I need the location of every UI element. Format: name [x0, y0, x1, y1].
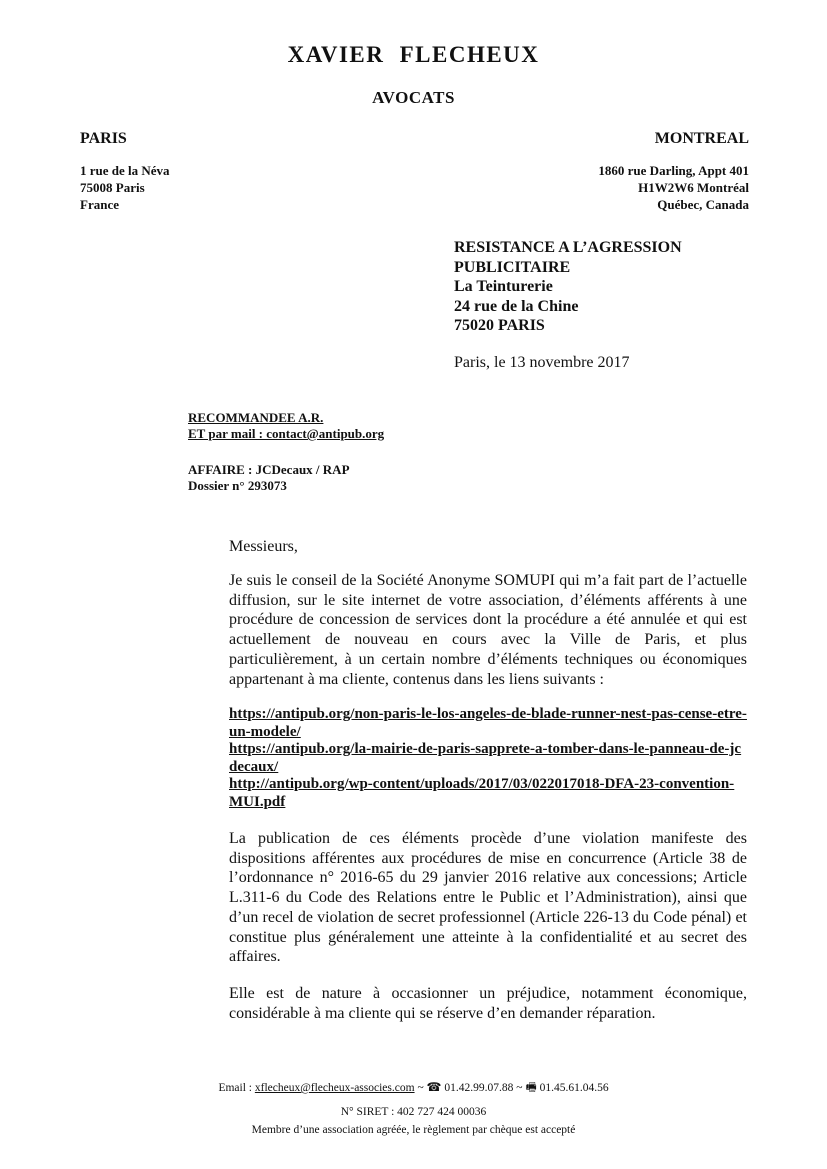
link-2[interactable]: https://antipub.org/la-mairie-de-paris-sapprete-a-tomber-dans-le-panneau-de-jcdecaux/ [229, 741, 742, 775]
recipient-block [454, 238, 682, 336]
separator: ~ [516, 1082, 523, 1094]
footer-siret: N° SIRET : 402 727 424 00036 [340, 1106, 487, 1118]
right-address-line: 1860 rue Darling, Appt 401 [598, 163, 749, 178]
left-address-line: 75008 Paris [80, 180, 145, 195]
footer-contact [0, 1078, 827, 1099]
recipient-line: 75020 PARIS [454, 317, 545, 334]
fax-icon: 🖷 [525, 1080, 537, 1094]
affaire-line: AFFAIRE : JCDecaux / RAP [188, 462, 350, 477]
left-address-line: 1 rue de la Néva [80, 163, 170, 178]
case-reference [188, 462, 350, 494]
left-office-city: PARIS [80, 130, 127, 147]
salutation: Messieurs, [229, 538, 298, 555]
paragraph-2: La publication de ces éléments procède d’une violation manifeste des dispositions afférentes aux procédures de mise en concurrence (Article 38 de l’ordonnance n° 2016-65 du 29 janvier 2016 relative aux concessions; Article L.311-6 du Code des Relations entre le Public et l’Administration), ainsi que d’un recel de violation de secret professionnel (Article 226-13 du Code pénal) et constitue plus généralement une atteinte à la confidentialité et au secret des affaires. [229, 830, 747, 966]
delivery-method [188, 410, 384, 442]
footer-association-note: Membre d’une association agréée, le règlement par chèque est accepté [251, 1124, 576, 1136]
left-address-line: France [80, 197, 119, 212]
delivery-line-email[interactable]: ET par mail : contact@antipub.org [188, 426, 385, 441]
right-office-city: MONTREAL [654, 130, 749, 147]
firm-name: XAVIER FLECHEUX [287, 42, 540, 67]
right-address-line: Québec, Canada [657, 197, 749, 212]
links-list [229, 706, 747, 811]
letter-date: Paris, le 13 novembre 2017 [454, 354, 630, 371]
paragraph-1: Je suis le conseil de la Société Anonyme SOMUPI qui m’a fait part de l’actuelle diffusion, sur le site internet de votre association, d’éléments afférents à une procédure de concession de services dont la procédure a été annulée et qui est actuellement de nouveau en cours avec la Ville de Paris, et plus particulièrement, à un certain nombre d’éléments techniques ou économiques appartenant à ma cliente, contenus dans les liens suivants : [229, 572, 747, 688]
recipient-line: RESISTANCE A L’AGRESSION [454, 239, 682, 256]
footer-fax: 01.45.61.04.56 [539, 1082, 609, 1094]
recipient-line: 24 rue de la Chine [454, 297, 579, 315]
separator: ~ [417, 1082, 424, 1094]
right-address-line: H1W2W6 Montréal [638, 180, 749, 195]
recipient-line: PUBLICITAIRE [454, 258, 571, 276]
delivery-line: RECOMMANDEE A.R. [188, 410, 324, 425]
phone-icon: ☎ [426, 1080, 442, 1094]
left-office-address [80, 162, 170, 213]
footer-phone: 01.42.99.07.88 [444, 1082, 514, 1094]
dossier-line: Dossier n° 293073 [188, 478, 287, 493]
firm-subtitle: AVOCATS [372, 88, 455, 107]
recipient-line: La Teinturerie [454, 278, 553, 295]
link-3[interactable]: http://antipub.org/wp-content/uploads/2017/03/022017018-DFA-23-convention-MUI.pdf [229, 776, 735, 810]
footer-email[interactable]: xflecheux@flecheux-associes.com [254, 1082, 415, 1094]
email-label: Email : [218, 1082, 252, 1094]
right-office-address [598, 162, 749, 213]
link-1[interactable]: https://antipub.org/non-paris-le-los-angeles-de-blade-runner-nest-pas-cense-etre-un-modele/ [229, 706, 747, 740]
paragraph-3: Elle est de nature à occasionner un préjudice, notamment économique, considérable à ma cliente qui se réserve d’en demander réparation. [229, 985, 747, 1022]
